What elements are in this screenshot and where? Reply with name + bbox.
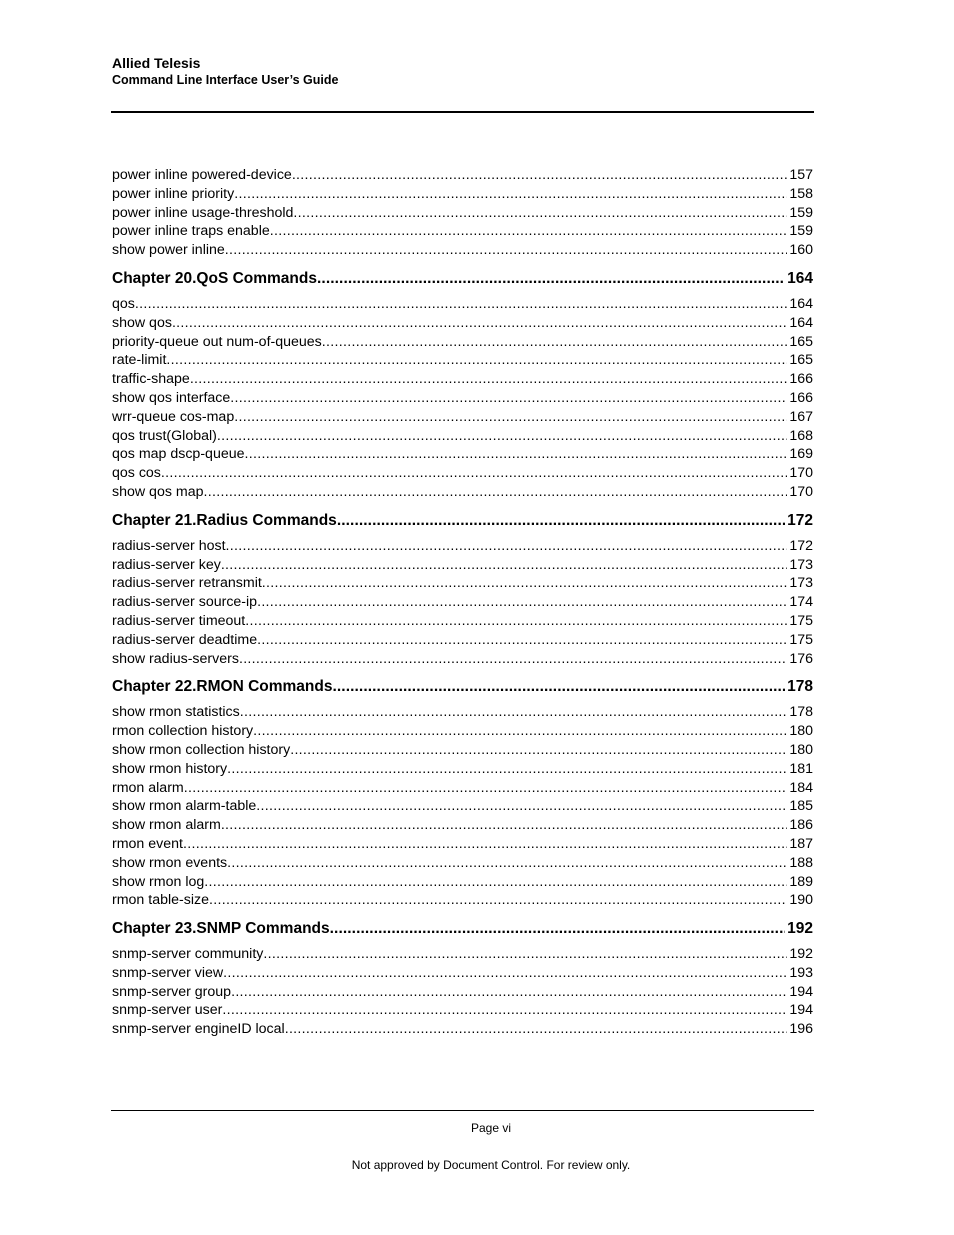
- page-ref: 164: [787, 269, 813, 287]
- toc-entry[interactable]: [112, 983, 813, 1002]
- page-ref: 186: [789, 817, 813, 834]
- page-ref: 184: [789, 779, 813, 796]
- page-ref: 170: [789, 483, 813, 500]
- toc-entry[interactable]: [112, 408, 813, 427]
- toc-chapter-entry[interactable]: [112, 511, 813, 531]
- toc-chapter-entry[interactable]: [112, 919, 813, 939]
- dot-leader: [245, 445, 788, 464]
- dot-leader: [245, 612, 787, 631]
- dot-leader: [227, 760, 787, 779]
- page-ref: 174: [789, 594, 813, 611]
- dot-leader: [223, 964, 787, 983]
- page-ref: 160: [789, 242, 813, 259]
- dot-leader: [227, 854, 787, 873]
- toc-entry[interactable]: [112, 816, 813, 835]
- chapter-title: Chapter 21.Radius Commands: [112, 511, 337, 529]
- page-ref: 168: [789, 427, 813, 444]
- entry-title: snmp-server view: [112, 964, 224, 981]
- company-name: Allied Telesis: [112, 55, 201, 71]
- toc-entry[interactable]: [112, 722, 813, 741]
- dot-leader: [183, 835, 787, 854]
- toc-entry[interactable]: [112, 703, 813, 722]
- toc-entry[interactable]: [112, 389, 813, 408]
- page-ref: 173: [789, 575, 813, 592]
- dot-leader: [240, 703, 788, 722]
- entry-title: snmp-server user: [112, 1002, 223, 1019]
- dot-leader: [293, 204, 787, 223]
- entry-title: power inline priority: [112, 185, 235, 202]
- toc-entry[interactable]: [112, 650, 813, 669]
- page-ref: 193: [789, 964, 813, 981]
- page-ref: 194: [789, 1002, 813, 1019]
- toc-entry[interactable]: [112, 333, 813, 352]
- toc-entry[interactable]: [112, 427, 813, 446]
- entry-title: snmp-server engineID local: [112, 1021, 285, 1038]
- page-ref: 188: [789, 854, 813, 871]
- entry-title: show radius-servers: [112, 650, 239, 667]
- entry-title: show rmon events: [112, 854, 228, 871]
- dot-leader: [292, 166, 788, 185]
- entry-title: wrr-queue cos-map: [112, 408, 235, 425]
- header-divider: [111, 111, 814, 113]
- entry-title: qos: [112, 295, 135, 312]
- dot-leader: [204, 873, 787, 892]
- page-ref: 175: [789, 631, 813, 648]
- dot-leader: [231, 983, 787, 1002]
- page-ref: 164: [789, 295, 813, 312]
- toc-entry[interactable]: [112, 185, 813, 204]
- toc-entry[interactable]: [112, 537, 813, 556]
- dot-leader: [285, 1020, 788, 1039]
- toc-entry[interactable]: [112, 222, 813, 241]
- toc-chapter-entry[interactable]: [112, 677, 813, 697]
- entry-title: qos map dscp-queue: [112, 446, 245, 463]
- toc-entry[interactable]: [112, 891, 813, 910]
- dot-leader: [226, 537, 788, 556]
- page-ref: 172: [787, 511, 813, 529]
- dot-leader: [203, 483, 787, 502]
- dot-leader: [161, 464, 787, 483]
- toc-entry[interactable]: [112, 741, 813, 760]
- toc-entry[interactable]: [112, 835, 813, 854]
- entry-title: show rmon log: [112, 873, 205, 890]
- toc-entry[interactable]: [112, 574, 813, 593]
- page-ref: 159: [789, 223, 813, 240]
- table-of-contents: [112, 166, 813, 1039]
- toc-entry[interactable]: [112, 295, 813, 314]
- toc-entry[interactable]: [112, 1020, 813, 1039]
- page-ref: 189: [789, 873, 813, 890]
- page-ref: 178: [789, 704, 813, 721]
- entry-title: show rmon alarm: [112, 817, 221, 834]
- page-ref: 178: [787, 678, 813, 696]
- page-ref: 192: [787, 920, 813, 938]
- entry-title: radius-server host: [112, 537, 226, 554]
- toc-entry[interactable]: [112, 351, 813, 370]
- entry-title: show rmon statistics: [112, 704, 240, 721]
- toc-entry[interactable]: [112, 631, 813, 650]
- toc-chapter-entry[interactable]: [112, 269, 813, 289]
- page-ref: 166: [789, 389, 813, 406]
- toc-entry[interactable]: [112, 945, 813, 964]
- page-ref: 164: [789, 314, 813, 331]
- chapter-title: Chapter 22.RMON Commands: [112, 678, 333, 696]
- page-ref: 173: [789, 556, 813, 573]
- entry-title: rmon event: [112, 835, 183, 852]
- page-ref: 159: [789, 204, 813, 221]
- toc-entry[interactable]: [112, 464, 813, 483]
- toc-entry[interactable]: [112, 166, 813, 185]
- toc-entry[interactable]: [112, 370, 813, 389]
- dot-leader: [221, 556, 788, 575]
- toc-entry[interactable]: [112, 314, 813, 333]
- dot-leader: [270, 222, 788, 241]
- entry-title: radius-server key: [112, 556, 221, 573]
- page-ref: 181: [789, 760, 813, 777]
- entry-title: power inline usage-threshold: [112, 204, 294, 221]
- dot-leader: [262, 574, 788, 593]
- dot-leader: [230, 389, 787, 408]
- entry-title: rate-limit: [112, 352, 167, 369]
- dot-leader: [172, 314, 787, 333]
- entry-title: snmp-server group: [112, 983, 232, 1000]
- entry-title: rmon collection history: [112, 723, 254, 740]
- dot-leader: [166, 351, 787, 370]
- toc-entry[interactable]: [112, 593, 813, 612]
- dot-leader: [234, 185, 787, 204]
- entry-title: qos cos: [112, 465, 161, 482]
- page-ref: 165: [789, 333, 813, 350]
- toc-entry[interactable]: [112, 483, 813, 502]
- page-ref: 172: [789, 537, 813, 554]
- dot-leader: [217, 427, 787, 446]
- page-ref: 192: [789, 946, 813, 963]
- entry-title: rmon alarm: [112, 779, 184, 796]
- toc-entry[interactable]: [112, 854, 813, 873]
- dot-leader: [337, 511, 785, 531]
- entry-title: rmon table-size: [112, 892, 209, 909]
- dot-leader: [253, 722, 787, 741]
- dot-leader: [317, 269, 785, 289]
- toc-entry[interactable]: [112, 241, 813, 260]
- entry-title: snmp-server community: [112, 946, 264, 963]
- page-number: Page vi: [470, 1121, 512, 1135]
- toc-entry[interactable]: [112, 204, 813, 223]
- entry-title: show qos: [112, 314, 172, 331]
- dot-leader: [234, 408, 787, 427]
- entry-title: traffic-shape: [112, 371, 190, 388]
- page-ref: 166: [789, 371, 813, 388]
- page-ref: 176: [789, 650, 813, 667]
- entry-title: show qos interface: [112, 389, 231, 406]
- dot-leader: [290, 741, 787, 760]
- page-ref: 157: [789, 167, 813, 183]
- dot-leader: [135, 295, 787, 314]
- page-ref: 165: [789, 352, 813, 369]
- dot-leader: [263, 945, 787, 964]
- page-ref: 169: [789, 446, 813, 463]
- page-ref: 167: [789, 408, 813, 425]
- entry-title: qos trust(Global): [112, 427, 217, 444]
- toc-entry[interactable]: [112, 445, 813, 464]
- entry-title: radius-server deadtime: [112, 631, 258, 648]
- page-ref: 196: [789, 1021, 813, 1038]
- page-ref: 170: [789, 465, 813, 482]
- entry-title: show rmon alarm-table: [112, 798, 257, 815]
- toc-entry[interactable]: [112, 760, 813, 779]
- toc-entry[interactable]: [112, 612, 813, 631]
- review-notice: Not approved by Document Control. For review only.: [351, 1158, 631, 1172]
- dot-leader: [222, 1001, 787, 1020]
- entry-title: show qos map: [112, 483, 204, 500]
- page-ref: 158: [789, 185, 813, 202]
- page-ref: 187: [789, 835, 813, 852]
- page-ref: 175: [789, 612, 813, 629]
- guide-title: Command Line Interface User’s Guide: [112, 73, 339, 87]
- entry-title: show rmon collection history: [112, 741, 291, 758]
- toc-entry[interactable]: [112, 964, 813, 983]
- dot-leader: [330, 919, 785, 939]
- dot-leader: [256, 797, 787, 816]
- entry-title: radius-server timeout: [112, 612, 246, 629]
- page-ref: 180: [789, 723, 813, 740]
- entry-title: show rmon history: [112, 760, 228, 777]
- entry-title: priority-queue out num-of-queues: [112, 333, 322, 350]
- toc-entry[interactable]: [112, 797, 813, 816]
- chapter-title: Chapter 20.QoS Commands: [112, 269, 317, 287]
- dot-leader: [190, 370, 788, 389]
- dot-leader: [184, 779, 788, 798]
- entry-title: radius-server source-ip: [112, 594, 258, 611]
- entry-title: show power inline: [112, 242, 225, 259]
- page-ref: 180: [789, 741, 813, 758]
- toc-entry[interactable]: [112, 556, 813, 575]
- dot-leader: [209, 891, 787, 910]
- chapter-title: Chapter 23.SNMP Commands: [112, 920, 330, 938]
- page-header: [112, 55, 338, 89]
- entry-title: radius-server retransmit: [112, 575, 262, 592]
- dot-leader: [332, 677, 785, 697]
- dot-leader: [257, 593, 787, 612]
- entry-title: power inline powered-device: [112, 167, 292, 183]
- toc-entry[interactable]: [112, 1001, 813, 1020]
- footer-divider: [111, 1110, 814, 1111]
- dot-leader: [322, 333, 788, 352]
- page-ref: 185: [789, 798, 813, 815]
- dot-leader: [257, 631, 787, 650]
- dot-leader: [221, 816, 788, 835]
- entry-title: power inline traps enable: [112, 223, 270, 240]
- dot-leader: [225, 241, 788, 260]
- toc-entry[interactable]: [112, 779, 813, 798]
- toc-entry[interactable]: [112, 873, 813, 892]
- dot-leader: [239, 650, 787, 669]
- page-ref: 190: [789, 892, 813, 909]
- page-ref: 194: [789, 983, 813, 1000]
